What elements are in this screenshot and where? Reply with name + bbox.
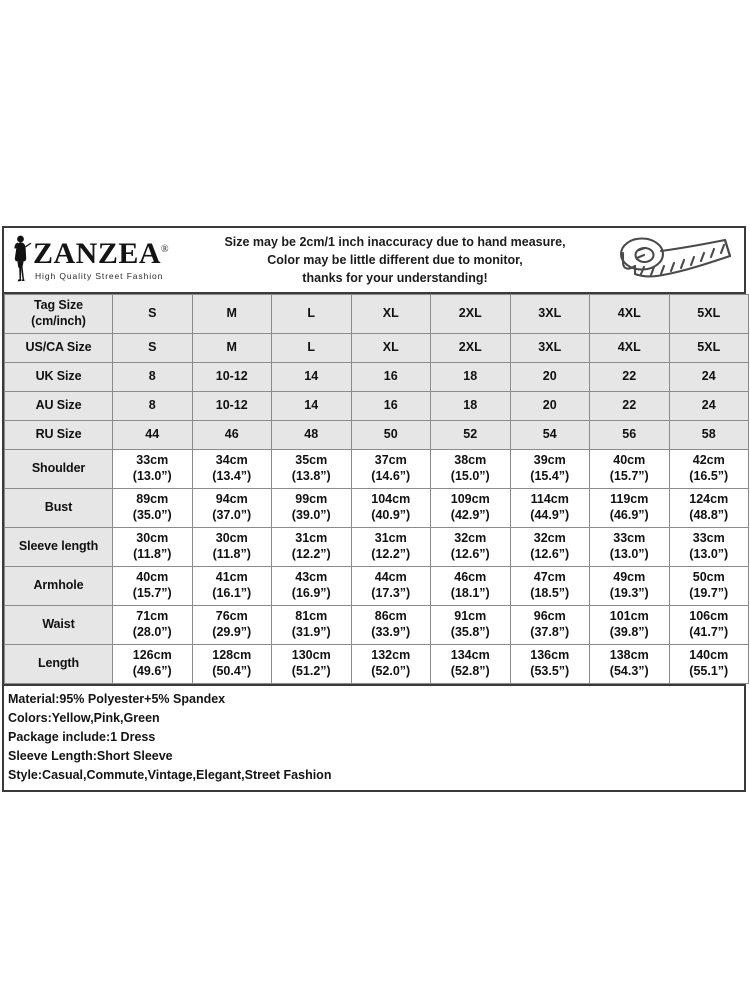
brand-logo (4, 234, 186, 286)
cell (669, 489, 749, 528)
brand-name (33, 239, 169, 269)
cell: 8 (113, 392, 193, 421)
row-label-line-2: (cm/inch) (31, 314, 86, 328)
cell-cm: 96cm (533, 609, 566, 624)
cell-inch: (11.8”) (212, 547, 251, 561)
row-label-bust: Bust (5, 489, 113, 528)
table-row-armhole (5, 567, 749, 606)
cell (192, 567, 272, 606)
cell (510, 567, 590, 606)
cell-cm: 30cm (136, 531, 169, 546)
cell (272, 606, 352, 645)
cell-cm: 33cm (613, 531, 646, 546)
cell-inch: (11.8”) (133, 547, 172, 561)
cell (590, 645, 670, 684)
cell (192, 645, 272, 684)
cell-cm: 109cm (450, 492, 490, 507)
cell-inch: (28.0”) (132, 625, 172, 639)
cell-cm: 76cm (215, 609, 248, 624)
cell: 24 (669, 392, 749, 421)
note-sleeve-length: Sleeve Length:Short Sleeve (8, 749, 173, 763)
notice-line-3: thanks for your understanding! (302, 271, 488, 286)
cell (272, 528, 352, 567)
cell (351, 645, 431, 684)
cell-cm: 81cm (295, 609, 328, 624)
cell (669, 450, 749, 489)
cell: 14 (272, 363, 352, 392)
cell-inch: (49.6”) (132, 664, 172, 678)
cell (272, 645, 352, 684)
cell-cm: 140cm (689, 648, 729, 663)
cell: 8 (113, 363, 193, 392)
table-row-tag-size (5, 295, 749, 334)
cell: M (192, 295, 272, 334)
cell-cm: 38cm (454, 453, 487, 468)
cell-cm: 91cm (454, 609, 487, 624)
cell-inch: (12.6”) (530, 547, 570, 561)
cell-inch: (12.6”) (450, 547, 490, 561)
cell: 2XL (431, 295, 511, 334)
cell-inch: (29.9”) (212, 625, 252, 639)
cell (272, 489, 352, 528)
note-style: Style:Casual,Commute,Vintage,Elegant,Street Fashion (8, 768, 332, 782)
cell-cm: 101cm (609, 609, 649, 624)
cell (431, 489, 511, 528)
cell (113, 567, 193, 606)
cell-inch: (13.0”) (132, 469, 172, 483)
note-material: Material:95% Polyester+5% Spandex (8, 692, 226, 706)
cell-inch: (16.5”) (689, 469, 729, 483)
measuring-tape-icon (604, 234, 744, 286)
cell: S (113, 334, 193, 363)
cell (431, 567, 511, 606)
cell-cm: 39cm (533, 453, 566, 468)
cell-cm: 119cm (610, 492, 649, 507)
cell: 22 (590, 392, 670, 421)
cell-inch: (54.3”) (609, 664, 649, 678)
table-row-uk-size (5, 363, 749, 392)
cell-inch: (39.8”) (609, 625, 649, 639)
cell-cm: 40cm (613, 453, 646, 468)
row-label-length: Length (5, 645, 113, 684)
cell-cm: 89cm (136, 492, 169, 507)
cell (272, 567, 352, 606)
cell (351, 606, 431, 645)
cell-cm: 47cm (533, 570, 566, 585)
cell-inch: (19.3”) (609, 586, 649, 600)
cell: 44 (113, 421, 193, 450)
table-row-ru-size (5, 421, 749, 450)
cell (590, 489, 670, 528)
cell (192, 528, 272, 567)
cell-inch: (42.9”) (450, 508, 490, 522)
cell (669, 606, 749, 645)
notice-line-2: Color may be little different due to monitor, (267, 252, 523, 267)
row-label-uk-size: UK Size (5, 363, 113, 392)
cell-inch: (52.0”) (371, 664, 411, 678)
brand-name-text: ZANZEA (33, 237, 162, 270)
cell-cm: 136cm (530, 648, 570, 663)
note-colors: Colors:Yellow,Pink,Green (8, 711, 160, 725)
cell: 46 (192, 421, 272, 450)
cell-cm: 41cm (215, 570, 248, 585)
table-row-bust (5, 489, 749, 528)
cell-cm: 106cm (689, 609, 729, 624)
cell-cm: 138cm (609, 648, 649, 663)
cell-cm: 46cm (454, 570, 487, 585)
cell-inch: (17.3”) (371, 586, 411, 600)
cell-inch: (46.9”) (609, 508, 649, 522)
cell: 10-12 (192, 363, 272, 392)
cell (192, 606, 272, 645)
cell (431, 606, 511, 645)
cell: 4XL (590, 334, 670, 363)
cell (113, 489, 193, 528)
table-row-waist (5, 606, 749, 645)
cell-inch: (37.0”) (212, 508, 252, 522)
cell-inch: (37.8”) (530, 625, 570, 639)
table-row-au-size (5, 392, 749, 421)
cell-cm: 50cm (692, 570, 725, 585)
cell (669, 645, 749, 684)
cell: 5XL (669, 334, 749, 363)
cell: L (272, 295, 352, 334)
cell-cm: 124cm (689, 492, 729, 507)
cell-inch: (15.0”) (450, 469, 490, 483)
size-table (4, 294, 749, 684)
cell-cm: 86cm (374, 609, 407, 624)
cell-inch: (50.4”) (212, 664, 252, 678)
cell-cm: 35cm (295, 453, 328, 468)
cell-cm: 94cm (215, 492, 248, 507)
size-chart-card (2, 226, 746, 792)
cell-inch: (40.9”) (371, 508, 411, 522)
cell: S (113, 295, 193, 334)
cell (669, 567, 749, 606)
cell: 58 (669, 421, 749, 450)
note-package: Package include:1 Dress (8, 730, 156, 744)
cell: 54 (510, 421, 590, 450)
cell (113, 645, 193, 684)
cell-cm: 40cm (136, 570, 169, 585)
cell: 4XL (590, 295, 670, 334)
cell-cm: 42cm (692, 453, 725, 468)
row-label-armhole: Armhole (5, 567, 113, 606)
cell (192, 489, 272, 528)
cell-inch: (18.1”) (450, 586, 490, 600)
cell-cm: 49cm (613, 570, 646, 585)
cell: 48 (272, 421, 352, 450)
cell: 20 (510, 392, 590, 421)
cell: 52 (431, 421, 511, 450)
cell-cm: 134cm (450, 648, 490, 663)
table-row-length (5, 645, 749, 684)
cell-inch: (19.7”) (689, 586, 729, 600)
cell (590, 528, 670, 567)
cell-cm: 71cm (136, 609, 169, 624)
cell-inch: (15.4”) (530, 469, 570, 483)
cell (510, 645, 590, 684)
cell-inch: (13.8”) (291, 469, 331, 483)
brand-tagline: High Quality Street Fashion (35, 271, 164, 281)
cell: 18 (431, 392, 511, 421)
cell (351, 567, 431, 606)
registered-mark-icon: ® (161, 244, 170, 255)
cell (431, 450, 511, 489)
cell-inch: (13.0”) (609, 547, 649, 561)
row-label-line-1: Tag Size (34, 298, 83, 313)
cell (113, 606, 193, 645)
cell (510, 450, 590, 489)
cell (431, 645, 511, 684)
cell-inch: (53.5”) (530, 664, 570, 678)
cell-cm: 130cm (291, 648, 331, 663)
measurement-notice (186, 233, 604, 287)
cell-cm: 104cm (371, 492, 411, 507)
cell-cm: 99cm (295, 492, 328, 507)
product-notes (4, 684, 744, 790)
cell (431, 528, 511, 567)
cell: 2XL (431, 334, 511, 363)
cell (669, 528, 749, 567)
size-table-body (5, 295, 749, 684)
row-label-ru-size: RU Size (5, 421, 113, 450)
cell: 50 (351, 421, 431, 450)
cell-inch: (52.8”) (450, 664, 490, 678)
cell-inch: (12.2”) (291, 547, 331, 561)
cell-cm: 32cm (533, 531, 566, 546)
cell-cm: 128cm (212, 648, 252, 663)
table-row-sleeve-length (5, 528, 749, 567)
row-label-waist: Waist (5, 606, 113, 645)
cell (351, 528, 431, 567)
cell: 24 (669, 363, 749, 392)
cell-inch: (31.9”) (291, 625, 331, 639)
cell-cm: 30cm (215, 531, 248, 546)
table-row-us-ca-size (5, 334, 749, 363)
cell: 3XL (510, 295, 590, 334)
cell (113, 450, 193, 489)
row-label-us-ca-size: US/CA Size (5, 334, 113, 363)
cell (510, 528, 590, 567)
cell-inch: (13.4”) (212, 469, 252, 483)
notice-line-1: Size may be 2cm/1 inch inaccuracy due to hand measure, (224, 234, 566, 249)
row-label-shoulder: Shoulder (5, 450, 113, 489)
cell (590, 567, 670, 606)
cell: 5XL (669, 295, 749, 334)
cell: 3XL (510, 334, 590, 363)
cell-inch: (39.0”) (291, 508, 331, 522)
cell (510, 489, 590, 528)
cell: 22 (590, 363, 670, 392)
cell (590, 450, 670, 489)
cell-inch: (14.6”) (371, 469, 411, 483)
table-row-shoulder (5, 450, 749, 489)
cell-inch: (41.7”) (689, 625, 729, 639)
cell-inch: (18.5”) (530, 586, 570, 600)
cell-cm: 31cm (374, 531, 407, 546)
woman-silhouette-icon (10, 234, 32, 286)
cell-inch: (35.0”) (132, 508, 172, 522)
cell (351, 489, 431, 528)
cell: 18 (431, 363, 511, 392)
cell (192, 450, 272, 489)
cell-inch: (12.2”) (371, 547, 411, 561)
cell: 14 (272, 392, 352, 421)
cell: XL (351, 295, 431, 334)
cell: M (192, 334, 272, 363)
cell-inch: (15.7”) (609, 469, 649, 483)
cell: 20 (510, 363, 590, 392)
cell: L (272, 334, 352, 363)
cell-cm: 37cm (374, 453, 407, 468)
cell-cm: 126cm (132, 648, 172, 663)
cell-inch: (35.8”) (450, 625, 490, 639)
cell-cm: 114cm (530, 492, 569, 507)
cell-cm: 33cm (136, 453, 169, 468)
cell (272, 450, 352, 489)
cell (590, 606, 670, 645)
cell (510, 606, 590, 645)
cell-inch: (55.1”) (689, 664, 729, 678)
cell-cm: 33cm (692, 531, 725, 546)
cell-cm: 132cm (371, 648, 411, 663)
cell-inch: (16.9”) (291, 586, 331, 600)
cell-inch: (13.0”) (689, 547, 729, 561)
cell: XL (351, 334, 431, 363)
row-label-sleeve-length: Sleeve length (5, 528, 113, 567)
cell-inch: (48.8”) (689, 508, 729, 522)
cell (113, 528, 193, 567)
cell: 16 (351, 363, 431, 392)
cell-cm: 31cm (295, 531, 328, 546)
cell-inch: (44.9”) (530, 508, 570, 522)
row-label-tag-size (5, 295, 113, 334)
cell-cm: 44cm (374, 570, 407, 585)
cell: 56 (590, 421, 670, 450)
row-label-au-size: AU Size (5, 392, 113, 421)
cell-inch: (16.1”) (212, 586, 252, 600)
cell: 16 (351, 392, 431, 421)
cell-cm: 34cm (215, 453, 248, 468)
cell-inch: (33.9”) (371, 625, 411, 639)
cell (351, 450, 431, 489)
cell: 10-12 (192, 392, 272, 421)
cell-cm: 32cm (454, 531, 487, 546)
cell-inch: (15.7”) (132, 586, 172, 600)
cell-inch: (51.2”) (291, 664, 331, 678)
cell-cm: 43cm (295, 570, 328, 585)
chart-banner (4, 228, 744, 294)
